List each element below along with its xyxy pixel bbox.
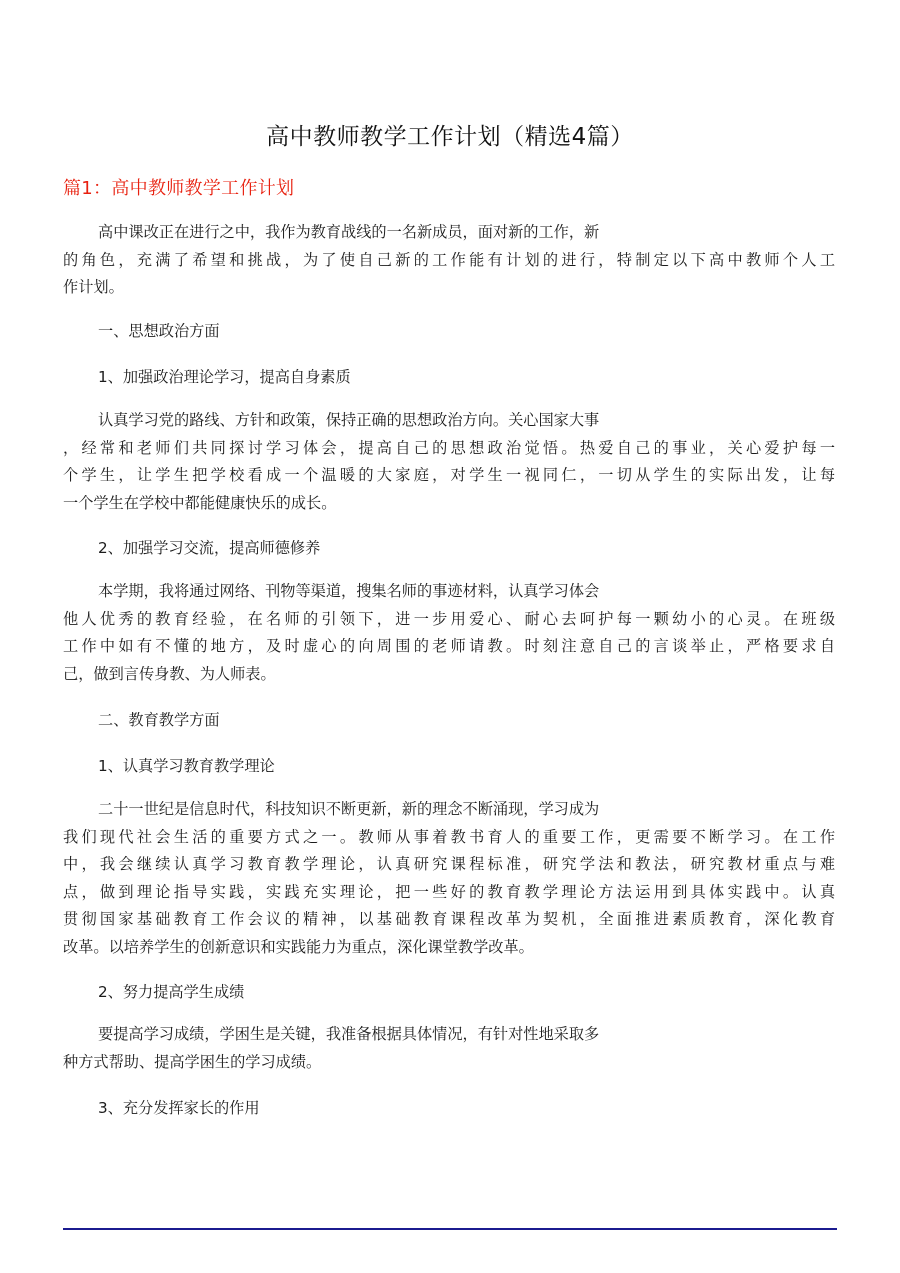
paragraph-line: 二十一世纪是信息时代，科技知识不断更新，新的理念不断涌现，学习成为	[98, 800, 600, 818]
heading-2-1: 1、认真学习教育教学理论	[98, 757, 275, 775]
paragraph-line: 改革。以培养学生的创新意识和实践能力为重点，深化课堂教学改革。	[63, 937, 534, 956]
paragraph-ethics	[63, 578, 835, 688]
paragraph-grades	[63, 1021, 835, 1076]
paragraph-line: 贯彻国家基础教育工作会议的精神，以基础教育课程改革为契机，全面推进素质教育，深化教育	[63, 910, 835, 928]
paragraph-line: 他人优秀的教育经验，在名师的引领下，进一步用爱心、耐心去呵护每一颗幼小的心灵。在班级	[63, 609, 835, 628]
heading-1-2: 2、加强学习交流，提高师德修养	[98, 539, 321, 557]
paragraph-line: 工作中如有不懂的地方，及时虚心的向周围的老师请教。时刻注意自己的言谈举止，严格要求自	[63, 637, 835, 655]
heading-2-2: 2、努力提高学生成绩	[98, 983, 245, 1001]
paragraph-line: 本学期，我将通过网络、刊物等渠道，搜集名师的事迹材料，认真学习体会	[98, 582, 600, 600]
paragraph-line: 一个学生在学校中都能健康快乐的成长。	[63, 493, 337, 512]
paragraph-line: 高中课改正在进行之中，我作为教育战线的一名新成员，面对新的工作，新	[98, 223, 600, 241]
heading-1-1: 1、加强政治理论学习，提高自身素质	[98, 368, 351, 386]
paragraph-line: 认真学习党的路线、方针和政策，保持正确的思想政治方向。关心国家大事	[98, 411, 600, 429]
heading-part-1: 一、思想政治方面	[98, 322, 220, 340]
paragraph-theory	[63, 796, 835, 961]
paragraph-line: 己，做到言传身教、为人师表。	[63, 664, 276, 683]
paragraph-line: 要提高学习成绩，学困生是关键，我准备根据具体情况，有针对性地采取多	[98, 1025, 600, 1043]
heading-part-2: 二、教育教学方面	[98, 711, 220, 729]
footer-divider	[63, 1228, 837, 1230]
paragraph-line: 个学生，让学生把学校看成一个温暖的大家庭，对学生一视同仁，一切从学生的实际出发，让每	[63, 466, 835, 484]
heading-2-3: 3、充分发挥家长的作用	[98, 1099, 260, 1117]
paragraph-line: ，经常和老师们共同探讨学习体会，提高自己的思想政治觉悟。热爱自己的事业，关心爱护每一	[63, 438, 835, 457]
section-title: 篇1：高中教师教学工作计划	[63, 178, 295, 199]
paragraph-line: 的角色，充满了希望和挑战，为了使自己新的工作能有计划的进行，特制定以下高中教师个人工	[63, 250, 835, 269]
paragraph-line: 点，做到理论指导实践，实践充实理论，把一些好的教育教学理论方法运用到具体实践中。认真	[63, 882, 835, 901]
paragraph-line: 中，我会继续认真学习教育教学理论，认真研究课程标准，研究学法和教法，研究教材重点与难	[63, 855, 835, 873]
paragraph-line: 我们现代社会生活的重要方式之一。教师从事着教书育人的重要工作，更需要不断学习。在工作	[63, 827, 835, 846]
paragraph-line: 作计划。	[63, 278, 124, 296]
document-title: 高中教师教学工作计划（精选4篇）	[266, 124, 634, 150]
paragraph-politics	[63, 407, 835, 517]
paragraph-line: 种方式帮助、提高学困生的学习成绩。	[63, 1052, 322, 1071]
intro-paragraph	[63, 219, 835, 302]
